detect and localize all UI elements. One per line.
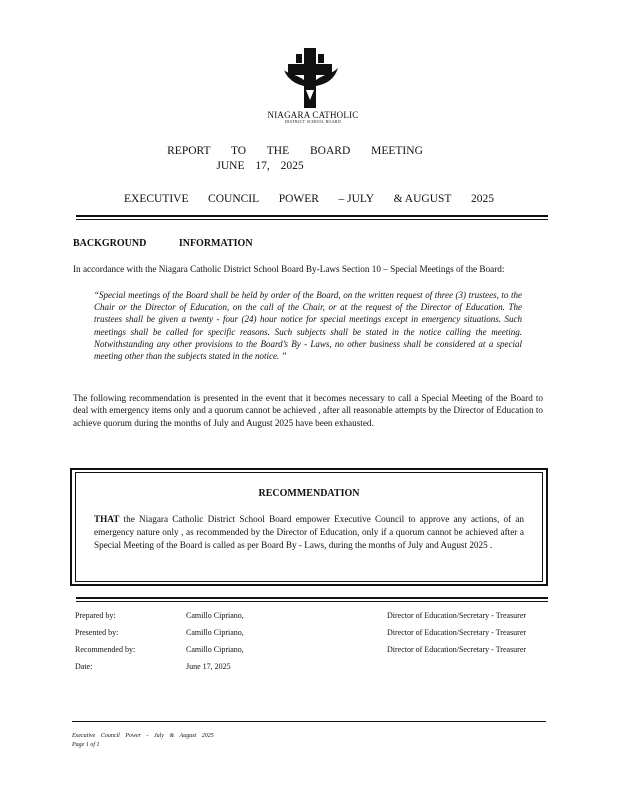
section-heading: BACKGROUND INFORMATION — [73, 238, 253, 249]
signoff-divider-thin — [76, 601, 548, 602]
subject-part: EXECUTIVE — [124, 193, 189, 205]
signoff-name: Camillo Cipriano, — [186, 645, 244, 654]
signoff-label: Recommended by: — [75, 645, 136, 654]
subject-part: – JULY — [338, 193, 375, 205]
bylaw-quote: “Special meetings of the Board shall be held by order of the Board, on the written request of three (3) trustees, to the Chair or the Director of Education, on the call of the Chair, or at the request of the Director of Education. The trustees shall be given a twenty - four (24) hour notice for special meetings except in emergency situations. Such meetings shall be called for specific reasons. Such subjects shall be stated in the notice calling the meeting. Notwithstanding any other provisions to the Board’s By - Laws, no other business shall be considered at a special meeting other than the subjects stated in the notice. ” — [94, 290, 522, 362]
logo-name: NIAGARA CATHOLIC — [267, 110, 359, 120]
footer-title: Executive Council Power - July & August 2025 — [72, 733, 214, 739]
signoff-label: Prepared by: — [75, 611, 116, 620]
cross-dove-icon — [282, 46, 344, 120]
recommendation-title: RECOMMENDATION — [258, 488, 360, 499]
signoff-label: Presented by: — [75, 628, 119, 637]
title-divider — [76, 215, 548, 217]
report-subject — [124, 193, 494, 205]
intro-paragraph: In accordance with the Niagara Catholic District School Board By-Laws Section 10 – Special Meetings of the Board: — [73, 264, 505, 274]
board-logo — [282, 46, 344, 120]
background-paragraph: The following recommendation is presented in the event that it becomes necessary to call a Special Meeting of the Board to deal with emergency items only and a quorum cannot be achieved , after all reasonable attempts by the Director of Education to achieve quorum during the months of July and August 2025 have been exhausted. — [73, 393, 543, 428]
signoff-name: Camillo Cipriano, — [186, 628, 244, 637]
recommendation-text — [94, 513, 524, 552]
subject-part: COUNCIL — [208, 193, 260, 205]
subject-part: POWER — [278, 193, 319, 205]
logo-subtitle: DISTRICT SCHOOL BOARD — [284, 119, 342, 124]
signoff-role: Director of Education/Secretary - Treasurer — [387, 611, 527, 620]
signoff-date: June 17, 2025 — [186, 662, 231, 671]
recommendation-lead: THAT — [94, 514, 120, 524]
recommendation-body: the Niagara Catholic District School Board empower Executive Council to approve any actions, of an emergency nature only , as recommended by the Director of Education, only if a quorum cannot be achieved after a Special Meeting of the Board is called as per Board By - Laws, during the months of July and August 2025 . — [94, 514, 524, 550]
signoff-role: Director of Education/Secretary - Treasurer — [387, 645, 527, 654]
title-divider-thin — [76, 219, 548, 220]
signoff-label: Date: — [75, 662, 93, 671]
signoff-name: Camillo Cipriano, — [186, 611, 244, 620]
page-number: Page 1 of 1 — [72, 742, 100, 748]
meeting-date: JUNE 17, 2025 — [216, 160, 304, 172]
report-title: REPORT TO THE BOARD MEETING — [167, 145, 423, 157]
subject-part: 2025 — [470, 193, 494, 205]
signoff-divider — [76, 597, 548, 599]
footer-divider — [72, 721, 546, 722]
signoff-role: Director of Education/Secretary - Treasurer — [387, 628, 527, 637]
subject-part: & AUGUST — [393, 193, 452, 205]
